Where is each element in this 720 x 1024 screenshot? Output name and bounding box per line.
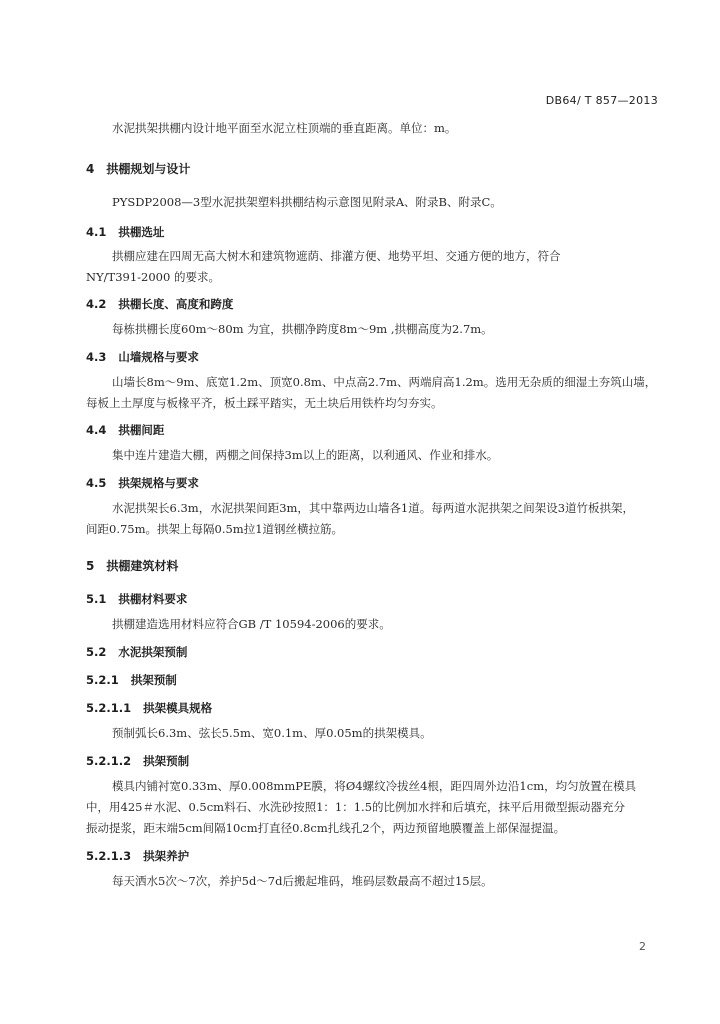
section-5-2-1-2-line-1: 模具内铺衬宽0.33m、厚0.008mmPE膜，将Ø4螺纹冷拔丝4根，距四周外边沿1cm，均匀放置在模具: [112, 779, 637, 793]
heading-number: 4.3: [86, 350, 107, 364]
section-4-3-line-1: 山墙长8m～9m、底宽1.2m、顶宽0.8m、中点高2.7m、两端肩高1.2m。选用无杂质的细湿土夯筑山墙，: [112, 375, 657, 389]
section-4-4-paragraph: 集中连片建造大棚，两棚之间保持3m以上的距离，以利通风、作业和排水。: [112, 448, 499, 462]
heading-title: 拱棚建筑材料: [106, 559, 179, 573]
heading-title: 拱棚长度、高度和跨度: [118, 297, 234, 311]
heading-number: 4.4: [86, 423, 107, 437]
heading-title: 拱架规格与要求: [118, 476, 199, 490]
heading-number: 4: [86, 162, 95, 176]
section-4-paragraph: PYSDP2008—3型水泥拱架塑料拱棚结构示意图见附录A、附录B、附录C。: [112, 195, 502, 209]
heading-title: 拱棚选址: [118, 225, 165, 239]
heading-4-3: [86, 347, 666, 367]
heading-title: 拱棚材料要求: [118, 592, 188, 606]
heading-title: 山墙规格与要求: [118, 350, 199, 364]
heading-4: [86, 159, 666, 179]
heading-number: 5.2.1: [86, 673, 119, 687]
section-5-2-1-2-line-3: 振动提浆，距末端5cm间隔10cm打直径0.8cm扎线孔2个，两边预留地膜覆盖上部保湿提温。: [86, 821, 566, 835]
section-4-2-paragraph: 每栋拱棚长度60m～80m 为宜，拱棚净跨度8m～9m ,拱棚高度为2.7m。: [112, 322, 493, 336]
heading-5-1: [86, 589, 666, 609]
heading-4-5: [86, 473, 666, 493]
section-4-3-line-2: 每板上土厚度与板椽平齐，板土踩平踏实，无土块后用铁杵均匀夯实。: [86, 396, 443, 410]
heading-number: 5.2.1.1: [86, 701, 132, 715]
heading-title: 拱架模具规格: [143, 701, 213, 715]
heading-5-2-1: [86, 670, 666, 690]
heading-4-1: [86, 222, 666, 242]
heading-number: 5.2.1.3: [86, 849, 132, 863]
document-code: DB64/ T 857—2013: [545, 94, 658, 107]
heading-5: [86, 556, 666, 576]
section-4-5-line-2: 间距0.75m。拱架上每隔0.5m拉1道钢丝横拉筋。: [86, 522, 344, 536]
heading-number: 4.5: [86, 476, 107, 490]
heading-number: 5: [86, 559, 95, 573]
section-5-2-1-3-paragraph: 每天洒水5次～7次，养护5d～7d后搬起堆码，堆码层数最高不超过15层。: [112, 874, 493, 888]
page-number: 2: [639, 940, 646, 953]
heading-number: 5.1: [86, 592, 107, 606]
heading-number: 4.2: [86, 297, 107, 311]
section-5-1-paragraph: 拱棚建造选用材料应符合GB /T 10594-2006的要求。: [112, 617, 391, 631]
heading-title: 拱架预制: [143, 754, 190, 768]
heading-title: 拱架预制: [130, 673, 177, 687]
heading-4-2: [86, 294, 666, 314]
heading-number: 5.2.1.2: [86, 754, 132, 768]
heading-5-2: [86, 642, 666, 662]
heading-title: 拱棚间距: [118, 423, 165, 437]
page-content: [86, 118, 666, 892]
section-4-5-line-1: 水泥拱架长6.3m，水泥拱架间距3m，其中靠两边山墙各1道。每两道水泥拱架之间架设3道竹板拱架，: [112, 501, 635, 515]
heading-number: 5.2: [86, 645, 107, 659]
section-4-1-line-1: 拱棚应建在四周无高大树木和建筑物遮荫、排灌方便、地势平坦、交通方便的地方，符合: [112, 249, 561, 263]
intro-paragraph: 水泥拱架拱棚内设计地平面至水泥立柱顶端的垂直距离。单位：m。: [112, 121, 457, 135]
heading-4-4: [86, 420, 666, 440]
section-5-2-1-1-paragraph: 预制弧长6.3m、弦长5.5m、宽0.1m、厚0.05m的拱架模具。: [112, 726, 432, 740]
heading-5-2-1-1: [86, 698, 666, 718]
section-4-1-line-2: NY/T391-2000 的要求。: [86, 270, 220, 284]
heading-title: 拱棚规划与设计: [106, 162, 191, 176]
heading-5-2-1-2: [86, 751, 666, 771]
heading-number: 4.1: [86, 225, 107, 239]
section-5-2-1-2-line-2: 中，用425＃水泥、0.5cm料石、水洗砂按照1：1：1.5的比例加水拌和后填充，抹平后用微型振动器充分: [86, 800, 626, 814]
heading-title: 水泥拱架预制: [118, 645, 188, 659]
heading-title: 拱架养护: [143, 849, 190, 863]
heading-5-2-1-3: [86, 846, 666, 866]
